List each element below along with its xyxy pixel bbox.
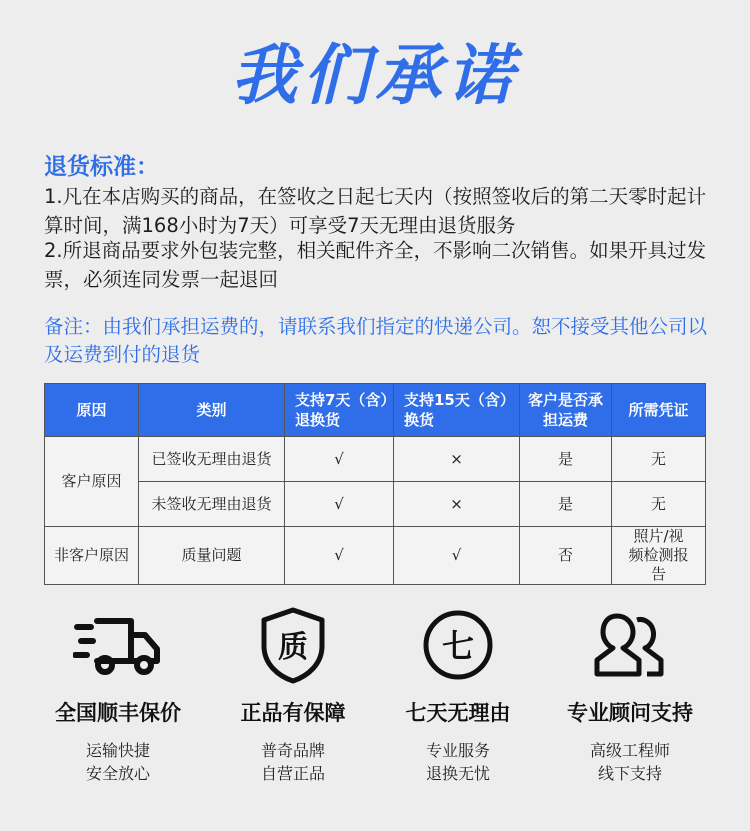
quality-shield-icon bbox=[203, 605, 383, 685]
feature-title: 正品有保障 bbox=[240, 701, 346, 725]
feature-desc-line: 普奇品牌 bbox=[260, 741, 325, 760]
row-category: 未签收无理由退货 bbox=[139, 482, 285, 527]
shipping-note: 备注：由我们承担运费的，请联系我们指定的快递公司。恕不接受其他公司以及运费到付的退货 bbox=[44, 315, 708, 366]
feature-authentic bbox=[203, 605, 383, 785]
return-rule-2: 2.所退商品要求外包装完整，相关配件齐全，不影响二次销售。如果开具过发票，必须连同发票一起退回 bbox=[44, 239, 707, 291]
row-category: 已签收无理由退货 bbox=[139, 437, 285, 482]
feature-title: 七天无理由 bbox=[405, 701, 511, 725]
table-row bbox=[45, 482, 706, 527]
header-freight: 客户是否承担运费 bbox=[520, 384, 612, 437]
shield-char: 质 bbox=[278, 630, 308, 665]
feature-shipping bbox=[28, 605, 208, 785]
return-rule-1: 1.凡在本店购买的商品，在签收之日起七天内（按照签收后的第二天零时起计算时间，满168小时为7天）可享受7天无理由退货服务 bbox=[44, 185, 707, 237]
row-reason: 非客户原因 bbox=[45, 527, 139, 585]
consultant-users-icon bbox=[540, 605, 720, 685]
header-proof: 所需凭证 bbox=[612, 384, 706, 437]
feature-desc-line: 线下支持 bbox=[597, 764, 662, 783]
row-7-days: √ bbox=[285, 482, 394, 527]
seven-days-icon bbox=[368, 605, 548, 685]
table-header-row bbox=[45, 384, 706, 437]
table-row bbox=[45, 437, 706, 482]
feature-desc-line: 高级工程师 bbox=[589, 741, 670, 760]
header-reason: 原因 bbox=[45, 384, 139, 437]
header-7-days: 支持7天（含）退换货 bbox=[285, 384, 394, 437]
returns-heading: 退货标准： bbox=[44, 154, 159, 180]
feature-desc-line: 退换无忧 bbox=[425, 764, 490, 783]
row-freight: 是 bbox=[520, 482, 612, 527]
header-category: 类别 bbox=[139, 384, 285, 437]
feature-desc-line: 自营正品 bbox=[260, 764, 325, 783]
feature-title: 全国顺丰保价 bbox=[55, 701, 181, 725]
row-7-days: √ bbox=[285, 437, 394, 482]
row-15-days: × bbox=[394, 482, 520, 527]
service-features bbox=[0, 605, 750, 825]
feature-desc-line: 专业服务 bbox=[425, 741, 490, 760]
feature-desc-line: 安全放心 bbox=[85, 764, 150, 783]
row-7-days: √ bbox=[285, 527, 394, 585]
row-freight: 是 bbox=[520, 437, 612, 482]
feature-seven-days bbox=[368, 605, 548, 785]
row-proof: 照片/视频检测报告 bbox=[612, 527, 706, 585]
page-title: 我们承诺 bbox=[231, 37, 519, 114]
row-reason: 客户原因 bbox=[45, 437, 139, 527]
header-15-days: 支持15天（含）换货 bbox=[394, 384, 520, 437]
row-15-days: √ bbox=[394, 527, 520, 585]
row-proof: 无 bbox=[612, 482, 706, 527]
row-proof: 无 bbox=[612, 437, 706, 482]
feature-desc-line: 运输快捷 bbox=[85, 741, 150, 760]
feature-title: 专业顾问支持 bbox=[567, 701, 693, 725]
row-category: 质量问题 bbox=[139, 527, 285, 585]
table-row bbox=[45, 527, 706, 585]
delivery-truck-icon bbox=[28, 605, 208, 685]
return-policy-table bbox=[44, 383, 706, 585]
circle-char: 七 bbox=[441, 627, 475, 665]
row-15-days: × bbox=[394, 437, 520, 482]
feature-consultant bbox=[540, 605, 720, 785]
row-freight: 否 bbox=[520, 527, 612, 585]
